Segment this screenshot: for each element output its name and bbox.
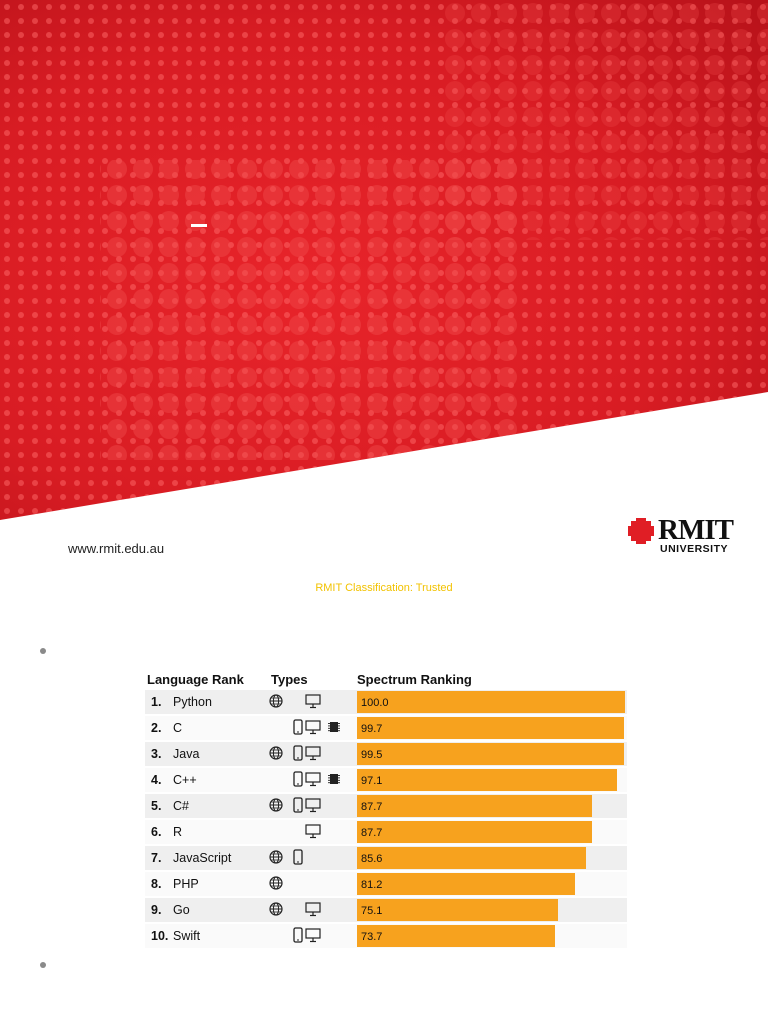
ranking-bar [357,717,624,739]
embedded-icon [327,719,341,735]
web-icon [269,745,283,761]
language-name: JavaScript [173,851,232,865]
header-language-rank: Language Rank [147,672,244,687]
ranking-bar [357,743,624,765]
ranking-bar [357,821,592,843]
bar-track [357,846,627,870]
rank-number: 9. [151,903,162,917]
type-icons [269,926,345,946]
desktop-icon [305,797,321,813]
web-icon [269,693,283,709]
ranking-bar [357,899,558,921]
ranking-bar [357,691,625,713]
language-name: Swift [173,929,201,943]
desktop-icon [305,771,321,787]
mobile-icon [291,927,305,943]
bar-value-label: 87.7 [361,827,383,839]
ranking-bar [357,925,555,947]
rmit-logo [628,514,738,556]
bar-track [357,820,627,844]
mobile-icon [291,849,305,865]
desktop-icon [305,927,321,943]
language-name: Java [173,747,200,761]
bar-value-label: 100.0 [361,697,389,709]
type-icons [269,822,345,842]
table-row [145,690,627,714]
logo-wordmark: RMIT [658,514,733,546]
mobile-icon [291,745,305,761]
language-name: PHP [173,877,199,891]
type-icons [269,796,345,816]
mobile-icon [291,719,305,735]
desktop-icon [305,693,321,709]
language-name: R [173,825,183,839]
table-row [145,820,627,844]
bar-track [357,872,627,896]
bullet-point [40,648,46,654]
rank-number: 8. [151,877,162,891]
bar-track [357,924,627,948]
language-name: C++ [173,773,197,787]
bar-track [357,690,627,714]
type-icons [269,900,345,920]
language-name: Python [173,695,212,709]
language-name: C# [173,799,189,813]
type-icons [269,770,345,790]
rank-number: 5. [151,799,162,813]
desktop-icon [305,823,321,839]
rank-number: 7. [151,851,162,865]
bar-track [357,794,627,818]
type-icons [269,874,345,894]
web-icon [269,797,283,813]
ranking-bar [357,847,586,869]
mobile-icon [291,797,305,813]
table-row [145,768,627,792]
table-row [145,872,627,896]
bar-value-label: 81.2 [361,879,383,891]
website-url: www.rmit.edu.au [68,541,165,556]
language-ranking-table [145,668,630,950]
type-icons [269,744,345,764]
table-row [145,794,627,818]
desktop-icon [305,745,321,761]
title-dash [191,224,207,227]
header-spectrum-ranking: Spectrum Ranking [357,672,472,687]
bar-value-label: 97.1 [361,775,383,787]
classification-label: RMIT Classification: Trusted [315,582,453,594]
bar-value-label: 99.7 [361,723,383,735]
table-row [145,924,627,948]
bullet-point [40,962,46,968]
desktop-icon [305,901,321,917]
header-types: Types [271,672,308,687]
type-icons [269,848,345,868]
ranking-bar [357,769,617,791]
ranking-bar [357,873,575,895]
ranking-bar [357,795,592,817]
language-name: C [173,721,183,735]
bar-track [357,768,627,792]
rank-number: 3. [151,747,162,761]
rank-number: 1. [151,695,162,709]
bar-track [357,742,627,766]
web-icon [269,875,283,891]
embedded-icon [327,771,341,787]
rank-number: 6. [151,825,162,839]
rmit-logo-mark-icon [628,518,654,544]
bar-track [357,898,627,922]
rank-number: 10. [151,929,169,943]
web-icon [269,849,283,865]
bar-value-label: 87.7 [361,801,383,813]
rank-number: 4. [151,773,162,787]
web-icon [269,901,283,917]
table-row [145,898,627,922]
type-icons [269,718,345,738]
logo-subtitle: UNIVERSITY [660,543,729,555]
language-name: Go [173,903,190,917]
rank-number: 2. [151,721,162,735]
table-row [145,716,627,740]
bar-value-label: 75.1 [361,905,383,917]
type-icons [269,692,345,712]
table-row [145,742,627,766]
bar-value-label: 99.5 [361,749,383,761]
bar-track [357,716,627,740]
bar-value-label: 73.7 [361,931,383,943]
bar-value-label: 85.6 [361,853,383,865]
table-row [145,846,627,870]
mobile-icon [291,771,305,787]
desktop-icon [305,719,321,735]
